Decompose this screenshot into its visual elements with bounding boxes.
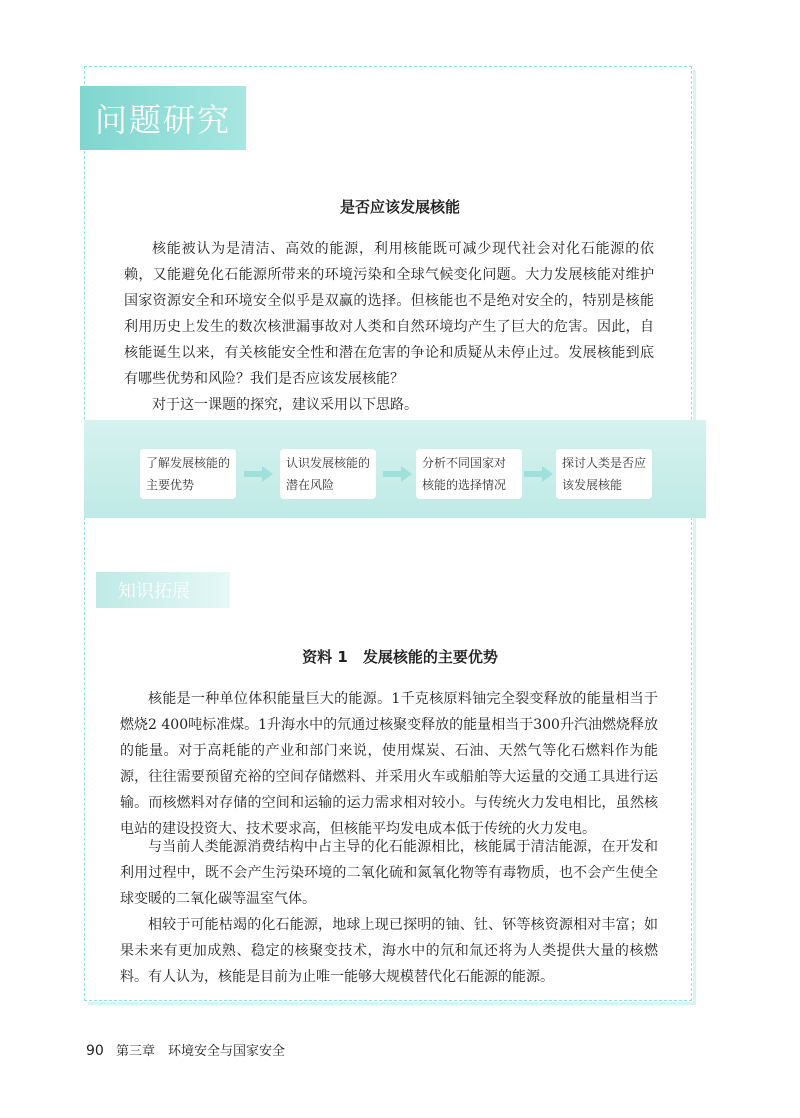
page-footer: [86, 1040, 285, 1059]
chapter-title: 第三章 环境安全与国家安全: [115, 1044, 285, 1059]
section-title: 问题研究: [80, 86, 246, 150]
flow-step-2: 认识发展核能的潜在风险: [280, 449, 376, 499]
page-number: 90: [86, 1043, 104, 1059]
extension-label: 知识拓展: [96, 572, 230, 608]
flow-step-3: 分析不同国家对核能的选择情况: [416, 449, 522, 499]
intro-paragraph: 核能被认为是清洁、高效的能源，利用核能既可减少现代社会对化石能源的依赖，又能避免化石能源所带来的环境污染和全球气候变化问题。大力发展核能对维护国家资源安全和环境安全似乎是双赢的选择。但核能也不是绝对安全的，特别是核能利用历史上发生的数次核泄漏事故对人类和自然环境均产生了巨大的危害。因此，自核能诞生以来，有关核能安全性和潜在危害的争论和质疑从未停止过。发展核能到底有哪些优势和风险？我们是否应该发展核能？: [124, 241, 654, 387]
article-title: 是否应该发展核能: [339, 198, 460, 216]
source-paragraph-3: 相较于可能枯竭的化石能源，地球上现已探明的铀、钍、钚等核资源相对丰富；如果未来有更加成熟、稳定的核聚变技术，海水中的氘和氚还将为人类提供大量的核燃料。有人认为，核能是目前为止唯一能够大规模替代化石能源的能源。: [120, 917, 658, 985]
arrow-right-icon: [383, 464, 413, 484]
intro-paragraph-2: 对于这一课题的探究，建议采用以下思路。: [152, 397, 418, 413]
source-paragraph-2: 与当前人类能源消费结构中占主导的化石能源相比，核能属于清洁能源，在开发和利用过程中，既不会产生污染环境的二氧化硫和氮氧化物等有毒物质，也不会产生使全球变暖的二氧化碳等温室气体。: [120, 839, 658, 907]
flow-step-4: 探讨人类是否应该发展核能: [556, 449, 652, 499]
source-title: 资料 1 发展核能的主要优势: [302, 648, 498, 666]
arrow-right-icon: [244, 464, 274, 484]
flow-step-1: 了解发展核能的主要优势: [140, 449, 236, 499]
arrow-right-icon: [524, 464, 554, 484]
source-paragraph-1: 核能是一种单位体积能量巨大的能源。1千克核原料铀完全裂变释放的能量相当于燃烧2 400吨标准煤。1升海水中的氘通过核聚变释放的能量相当于300升汽油燃烧释放的能量。对于高耗能的产业和部门来说，使用煤炭、石油、天然气等化石燃料作为能源，往往需要预留充裕的空间存储燃料、并采用火车或船舶等大运量的交通工具进行运输。而核燃料对存储的空间和运输的运力需求相对较小。与传统火力发电相比，虽然核电站的建设投资大、技术要求高，但核能平均发电成本低于传统的火力发电。: [120, 691, 658, 837]
